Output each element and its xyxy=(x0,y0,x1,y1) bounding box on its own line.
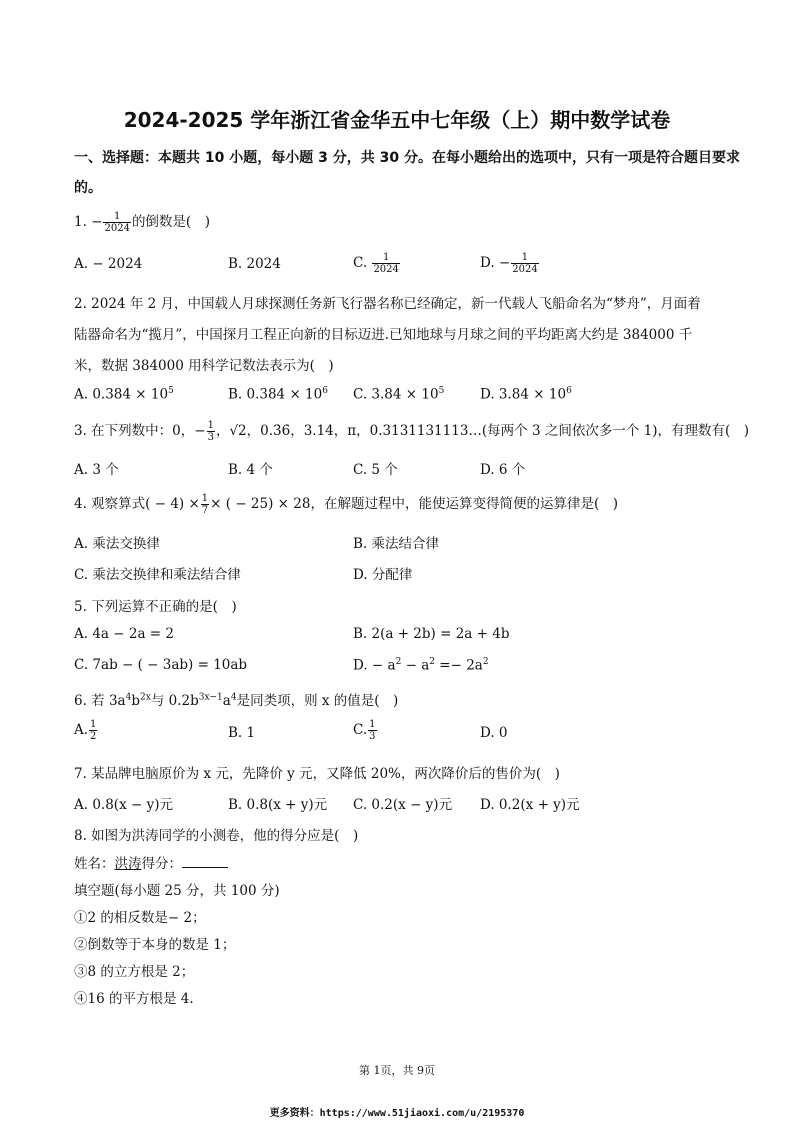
q3-option-a: A. 3 个 xyxy=(74,462,119,478)
q3-option-b: B. 4 个 xyxy=(228,462,273,478)
question-2-line2: 陆器命名为“揽月”，中国探月工程正向新的目标迈进.已知地球与月球之间的平均距离大约是 384000 千 xyxy=(74,327,693,343)
question-6-stem: 6. 若 $3a^4b^{2x}$与 $0.2b^{3x-1}a^4$是同类项，则 x 的值是( ) xyxy=(74,692,399,709)
q3-option-d: D. 6 个 xyxy=(480,462,526,478)
q7-option-c: C. 0.2(x − y)元 xyxy=(353,797,453,813)
q2-option-b: B. $0.384 \times 10^6$ xyxy=(228,386,328,403)
question-5-stem: 5. 下列运算不正确的是( ) xyxy=(74,599,237,615)
section-heading-line1: 一、选择题：本题共 10 小题，每小题 3 分，共 30 分。在每小题给出的选项中，只有一项是符合题目要求 xyxy=(74,150,740,166)
q8-item-1: ①2 的相反数是− 2； xyxy=(74,910,206,926)
q8-section: 填空题(每小题 25 分，共 100 分) xyxy=(74,883,280,899)
q8-item-4: ④16 的平方根是 4. xyxy=(74,991,194,1007)
question-3-stem: 3. 在下列数中：0，− $\frac{1}{3}$ ，√2，0.3̇6̇，3.14，π，0.3131131113…(每两个 3 之间依次多一个 1)，有理数有( ) xyxy=(74,420,750,443)
q1-option-d: D. − $\frac{1}{2024}$ xyxy=(480,252,538,275)
q8-item-3: ③8 的立方根是 2； xyxy=(74,964,195,980)
q7-option-b: B. 0.8(x + y)元 xyxy=(228,797,328,813)
q1-option-c: C. $\frac{1}{2024}$ xyxy=(353,252,399,275)
q5-option-b: B. 2(a + 2b) = 2a + 4b xyxy=(353,626,510,642)
question-2-line3: 米，数据 384000 用科学记数法表示为( ) xyxy=(74,358,334,374)
q8-name-line: 姓名：洪涛得分： xyxy=(74,852,228,872)
exam-title: 2024-2025 学年浙江省金华五中七年级（上）期中数学试卷 xyxy=(123,108,671,132)
question-8-stem: 8. 如图为洪涛同学的小测卷，他的得分应是( ) xyxy=(74,828,359,844)
q5-option-a: A. 4a − 2a = 2 xyxy=(74,626,174,642)
q7-option-a: A. 0.8(x − y)元 xyxy=(74,797,173,813)
section-heading-line2: 的。 xyxy=(74,180,102,196)
question-1-stem: 1. − $\frac{1}{2024}$ 的倒数是( ) xyxy=(74,211,210,234)
q6-option-c: C. $\frac{1}{3}$ xyxy=(353,719,376,742)
question-4-stem: 4. 观察算式( − 4) × $\frac{1}{7}$ × ( − 25) × 28，在解题过程中，能使运算变得简便的运算律是( ) xyxy=(74,493,618,516)
q6-option-b: B. 1 xyxy=(228,725,256,741)
q6-option-a: A. $\frac{1}{2}$ xyxy=(74,719,97,742)
q7-option-d: D. 0.2(x + y)元 xyxy=(480,797,580,813)
q2-option-d: D. $3.84 \times 10^6$ xyxy=(480,386,572,403)
q6-option-d: D. 0 xyxy=(480,725,508,741)
q2-option-c: C. $3.84 \times 10^5$ xyxy=(353,386,445,403)
q4-option-c: C. 乘法交换律和乘法结合律 xyxy=(74,567,241,583)
q4-option-a: A. 乘法交换律 xyxy=(74,536,160,552)
fraction: $\frac{1}{2024}$ xyxy=(104,211,130,234)
q2-option-a: A. $0.384 \times 10^5$ xyxy=(74,386,174,403)
page-footer: 第 1页，共 9页 xyxy=(359,1064,435,1077)
q3-option-c: C. 5 个 xyxy=(353,462,398,478)
q1-option-b: B. 2024 xyxy=(228,256,281,272)
q5-option-c: C. 7ab − ( − 3ab) = 10ab xyxy=(74,657,248,673)
score-blank xyxy=(182,855,228,868)
question-2-line1: 2. 2024 年 2 月，中国载人月球探测任务新飞行器名称已经确定，新一代载人飞船命名为“梦舟”，月面着 xyxy=(74,296,701,312)
question-7-stem: 7. 某品牌电脑原价为 x 元，先降价 y 元，又降低 20%，两次降价后的售价为( ) xyxy=(74,766,560,782)
q4-option-d: D. 分配律 xyxy=(353,567,413,583)
q4-option-b: B. 乘法结合律 xyxy=(353,536,440,552)
q1-option-a: A. − 2024 xyxy=(74,256,143,272)
q5-option-d: D. − $a^2 - a^2 =- 2a^2$ xyxy=(353,657,489,674)
source-credit: 更多资料：https://www.51jiaoxi.com/u/2195370 xyxy=(269,1108,525,1119)
q8-item-2: ②倒数等于本身的数是 1； xyxy=(74,937,236,953)
